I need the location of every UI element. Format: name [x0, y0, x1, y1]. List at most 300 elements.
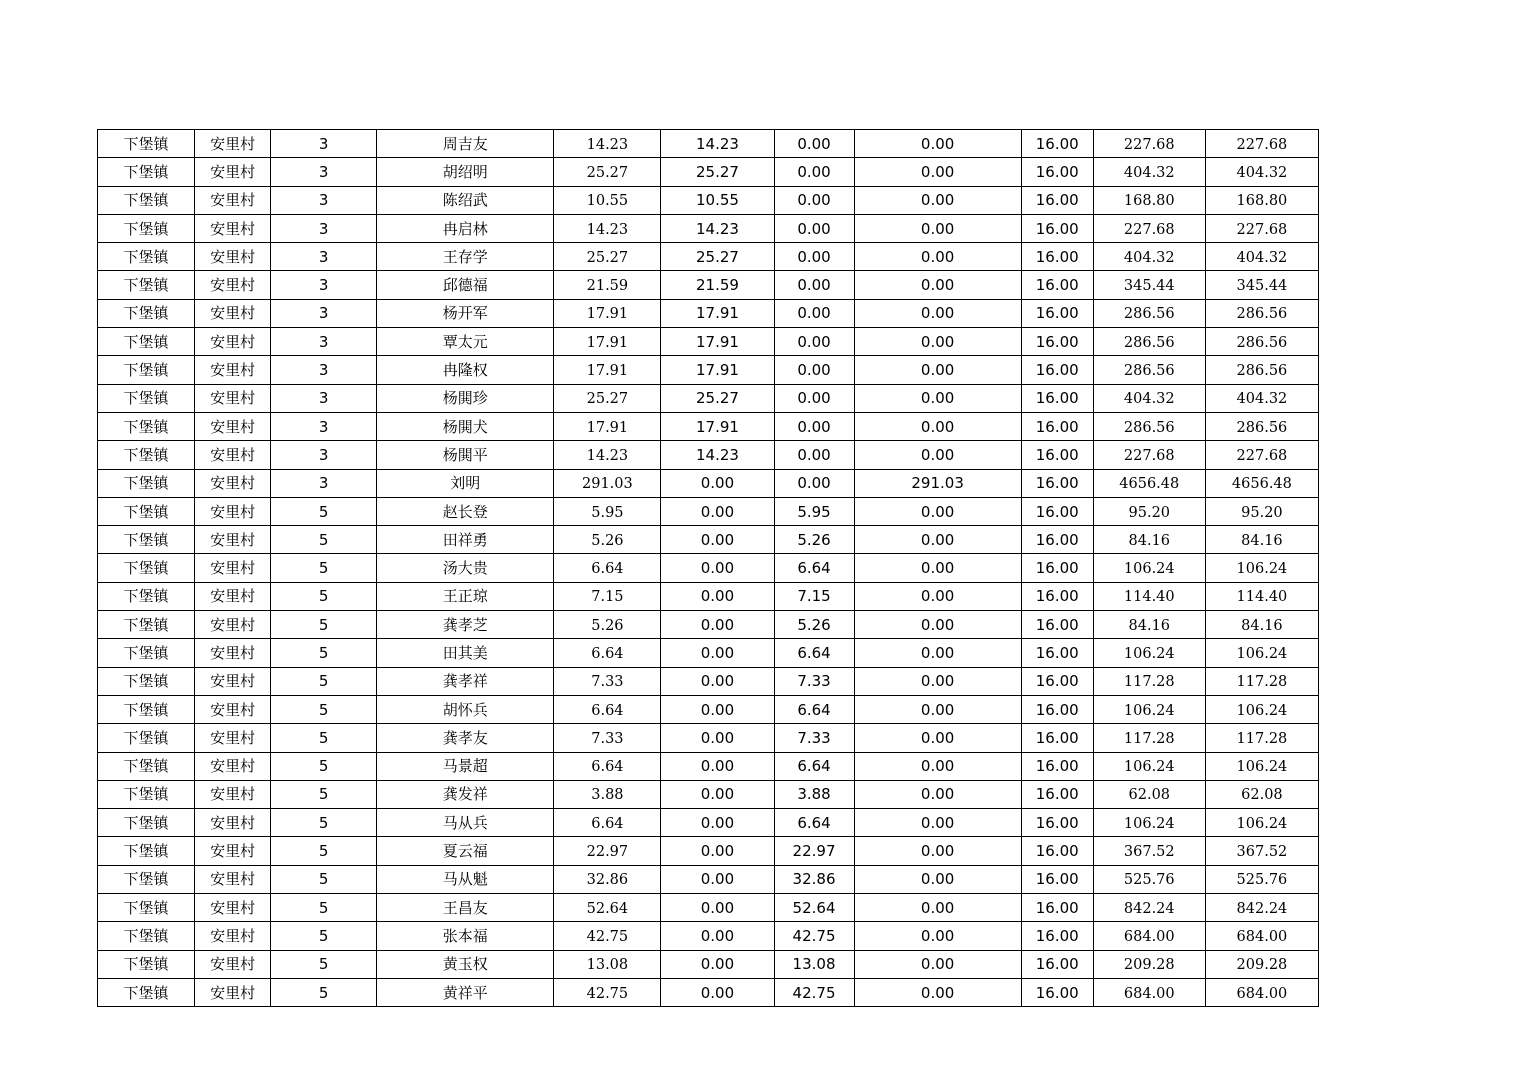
- total-amount-cell: 106.24: [1205, 554, 1318, 582]
- name-cell: 龚孝友: [377, 724, 554, 752]
- rate-cell: 16.00: [1021, 667, 1093, 695]
- area-col2-cell: 0.00: [661, 978, 774, 1006]
- area-col3-cell: 0.00: [774, 186, 854, 214]
- table-row: [98, 356, 1319, 384]
- area-col2-cell: 0.00: [661, 837, 774, 865]
- area-col2-cell: 0.00: [661, 526, 774, 554]
- table-row: [98, 469, 1319, 497]
- rate-cell: 16.00: [1021, 724, 1093, 752]
- table-body: [98, 130, 1319, 1007]
- amount-cell: 684.00: [1093, 922, 1205, 950]
- area-total-cell: 13.08: [554, 950, 661, 978]
- village-cell: 安里村: [195, 837, 271, 865]
- data-table: [97, 129, 1319, 1007]
- area-total-cell: 25.27: [554, 384, 661, 412]
- area-col4-cell: 0.00: [854, 752, 1021, 780]
- total-amount-cell: 106.24: [1205, 695, 1318, 723]
- area-total-cell: 6.64: [554, 554, 661, 582]
- total-amount-cell: 684.00: [1205, 978, 1318, 1006]
- total-amount-cell: 227.68: [1205, 130, 1318, 158]
- town-cell: 下堡镇: [98, 412, 195, 440]
- total-amount-cell: 84.16: [1205, 611, 1318, 639]
- area-col2-cell: 14.23: [661, 130, 774, 158]
- area-total-cell: 5.26: [554, 526, 661, 554]
- area-col4-cell: 0.00: [854, 328, 1021, 356]
- total-amount-cell: 525.76: [1205, 865, 1318, 893]
- area-col3-cell: 3.88: [774, 780, 854, 808]
- town-cell: 下堡镇: [98, 724, 195, 752]
- group-cell: 5: [271, 639, 377, 667]
- area-col2-cell: 0.00: [661, 922, 774, 950]
- area-col3-cell: 7.15: [774, 582, 854, 610]
- name-cell: 杨开军: [377, 299, 554, 327]
- area-col4-cell: 0.00: [854, 780, 1021, 808]
- village-cell: 安里村: [195, 724, 271, 752]
- name-cell: 马景超: [377, 752, 554, 780]
- area-col4-cell: 0.00: [854, 695, 1021, 723]
- area-col2-cell: 0.00: [661, 639, 774, 667]
- table-row: [98, 441, 1319, 469]
- group-cell: 5: [271, 809, 377, 837]
- name-cell: 邱德福: [377, 271, 554, 299]
- total-amount-cell: 286.56: [1205, 412, 1318, 440]
- amount-cell: 4656.48: [1093, 469, 1205, 497]
- town-cell: 下堡镇: [98, 752, 195, 780]
- village-cell: 安里村: [195, 582, 271, 610]
- village-cell: 安里村: [195, 978, 271, 1006]
- area-col2-cell: 0.00: [661, 582, 774, 610]
- area-col2-cell: 25.27: [661, 384, 774, 412]
- name-cell: 胡怀兵: [377, 695, 554, 723]
- amount-cell: 62.08: [1093, 780, 1205, 808]
- village-cell: 安里村: [195, 526, 271, 554]
- area-col2-cell: 0.00: [661, 809, 774, 837]
- total-amount-cell: 286.56: [1205, 356, 1318, 384]
- rate-cell: 16.00: [1021, 186, 1093, 214]
- village-cell: 安里村: [195, 695, 271, 723]
- name-cell: 龚发祥: [377, 780, 554, 808]
- area-col3-cell: 0.00: [774, 130, 854, 158]
- town-cell: 下堡镇: [98, 894, 195, 922]
- area-col4-cell: 0.00: [854, 809, 1021, 837]
- group-cell: 3: [271, 130, 377, 158]
- area-col2-cell: 0.00: [661, 667, 774, 695]
- table-row: [98, 271, 1319, 299]
- area-total-cell: 17.91: [554, 328, 661, 356]
- total-amount-cell: 106.24: [1205, 752, 1318, 780]
- area-col3-cell: 42.75: [774, 922, 854, 950]
- amount-cell: 106.24: [1093, 809, 1205, 837]
- area-col2-cell: 0.00: [661, 752, 774, 780]
- rate-cell: 16.00: [1021, 752, 1093, 780]
- area-col3-cell: 13.08: [774, 950, 854, 978]
- rate-cell: 16.00: [1021, 356, 1093, 384]
- total-amount-cell: 209.28: [1205, 950, 1318, 978]
- area-total-cell: 32.86: [554, 865, 661, 893]
- table-row: [98, 639, 1319, 667]
- table-row: [98, 922, 1319, 950]
- total-amount-cell: 4656.48: [1205, 469, 1318, 497]
- area-col4-cell: 0.00: [854, 497, 1021, 525]
- town-cell: 下堡镇: [98, 186, 195, 214]
- amount-cell: 404.32: [1093, 384, 1205, 412]
- village-cell: 安里村: [195, 412, 271, 440]
- area-col2-cell: 0.00: [661, 950, 774, 978]
- name-cell: 田其美: [377, 639, 554, 667]
- area-col4-cell: 0.00: [854, 412, 1021, 440]
- rate-cell: 16.00: [1021, 978, 1093, 1006]
- amount-cell: 106.24: [1093, 752, 1205, 780]
- table-row: [98, 243, 1319, 271]
- group-cell: 3: [271, 243, 377, 271]
- table-row: [98, 130, 1319, 158]
- village-cell: 安里村: [195, 356, 271, 384]
- amount-cell: 114.40: [1093, 582, 1205, 610]
- table-row: [98, 894, 1319, 922]
- rate-cell: 16.00: [1021, 412, 1093, 440]
- town-cell: 下堡镇: [98, 328, 195, 356]
- area-total-cell: 5.95: [554, 497, 661, 525]
- table-row: [98, 837, 1319, 865]
- village-cell: 安里村: [195, 158, 271, 186]
- area-col3-cell: 6.64: [774, 695, 854, 723]
- area-col3-cell: 0.00: [774, 384, 854, 412]
- area-col2-cell: 0.00: [661, 469, 774, 497]
- total-amount-cell: 227.68: [1205, 441, 1318, 469]
- town-cell: 下堡镇: [98, 582, 195, 610]
- area-col2-cell: 0.00: [661, 497, 774, 525]
- total-amount-cell: 404.32: [1205, 243, 1318, 271]
- rate-cell: 16.00: [1021, 497, 1093, 525]
- town-cell: 下堡镇: [98, 978, 195, 1006]
- town-cell: 下堡镇: [98, 611, 195, 639]
- area-col4-cell: 291.03: [854, 469, 1021, 497]
- area-col4-cell: 0.00: [854, 582, 1021, 610]
- rate-cell: 16.00: [1021, 554, 1093, 582]
- village-cell: 安里村: [195, 328, 271, 356]
- village-cell: 安里村: [195, 271, 271, 299]
- group-cell: 3: [271, 271, 377, 299]
- rate-cell: 16.00: [1021, 780, 1093, 808]
- table-row: [98, 809, 1319, 837]
- rate-cell: 16.00: [1021, 611, 1093, 639]
- area-col4-cell: 0.00: [854, 441, 1021, 469]
- total-amount-cell: 117.28: [1205, 667, 1318, 695]
- area-total-cell: 42.75: [554, 922, 661, 950]
- village-cell: 安里村: [195, 780, 271, 808]
- town-cell: 下堡镇: [98, 695, 195, 723]
- area-col4-cell: 0.00: [854, 186, 1021, 214]
- total-amount-cell: 404.32: [1205, 384, 1318, 412]
- village-cell: 安里村: [195, 639, 271, 667]
- area-col4-cell: 0.00: [854, 299, 1021, 327]
- table-row: [98, 186, 1319, 214]
- name-cell: 刘明: [377, 469, 554, 497]
- name-cell: 马从魁: [377, 865, 554, 893]
- village-cell: 安里村: [195, 186, 271, 214]
- area-col2-cell: 0.00: [661, 865, 774, 893]
- area-col2-cell: 0.00: [661, 724, 774, 752]
- table-row: [98, 497, 1319, 525]
- amount-cell: 286.56: [1093, 412, 1205, 440]
- group-cell: 5: [271, 667, 377, 695]
- area-total-cell: 21.59: [554, 271, 661, 299]
- amount-cell: 227.68: [1093, 441, 1205, 469]
- area-total-cell: 25.27: [554, 243, 661, 271]
- amount-cell: 168.80: [1093, 186, 1205, 214]
- rate-cell: 16.00: [1021, 695, 1093, 723]
- group-cell: 3: [271, 412, 377, 440]
- town-cell: 下堡镇: [98, 356, 195, 384]
- area-total-cell: 6.64: [554, 809, 661, 837]
- area-col2-cell: 0.00: [661, 894, 774, 922]
- amount-cell: 842.24: [1093, 894, 1205, 922]
- town-cell: 下堡镇: [98, 667, 195, 695]
- area-col3-cell: 5.26: [774, 526, 854, 554]
- group-cell: 5: [271, 695, 377, 723]
- town-cell: 下堡镇: [98, 441, 195, 469]
- town-cell: 下堡镇: [98, 950, 195, 978]
- group-cell: 5: [271, 526, 377, 554]
- area-total-cell: 6.64: [554, 695, 661, 723]
- village-cell: 安里村: [195, 611, 271, 639]
- amount-cell: 209.28: [1093, 950, 1205, 978]
- area-total-cell: 7.15: [554, 582, 661, 610]
- name-cell: 王正琼: [377, 582, 554, 610]
- area-total-cell: 14.23: [554, 130, 661, 158]
- area-total-cell: 52.64: [554, 894, 661, 922]
- rate-cell: 16.00: [1021, 950, 1093, 978]
- town-cell: 下堡镇: [98, 639, 195, 667]
- name-cell: 黄玉权: [377, 950, 554, 978]
- name-cell: 周吉友: [377, 130, 554, 158]
- group-cell: 5: [271, 752, 377, 780]
- area-col3-cell: 0.00: [774, 328, 854, 356]
- amount-cell: 404.32: [1093, 243, 1205, 271]
- name-cell: 田祥勇: [377, 526, 554, 554]
- area-col3-cell: 32.86: [774, 865, 854, 893]
- area-col4-cell: 0.00: [854, 243, 1021, 271]
- town-cell: 下堡镇: [98, 780, 195, 808]
- area-col3-cell: 5.95: [774, 497, 854, 525]
- total-amount-cell: 84.16: [1205, 526, 1318, 554]
- area-col3-cell: 5.26: [774, 611, 854, 639]
- area-col3-cell: 0.00: [774, 271, 854, 299]
- name-cell: 杨閧珍: [377, 384, 554, 412]
- area-total-cell: 14.23: [554, 441, 661, 469]
- town-cell: 下堡镇: [98, 809, 195, 837]
- name-cell: 张本福: [377, 922, 554, 950]
- town-cell: 下堡镇: [98, 526, 195, 554]
- town-cell: 下堡镇: [98, 922, 195, 950]
- town-cell: 下堡镇: [98, 469, 195, 497]
- rate-cell: 16.00: [1021, 922, 1093, 950]
- amount-cell: 345.44: [1093, 271, 1205, 299]
- area-total-cell: 14.23: [554, 214, 661, 242]
- village-cell: 安里村: [195, 922, 271, 950]
- village-cell: 安里村: [195, 469, 271, 497]
- area-total-cell: 22.97: [554, 837, 661, 865]
- village-cell: 安里村: [195, 894, 271, 922]
- table-row: [98, 526, 1319, 554]
- village-cell: 安里村: [195, 384, 271, 412]
- table-row: [98, 611, 1319, 639]
- rate-cell: 16.00: [1021, 809, 1093, 837]
- town-cell: 下堡镇: [98, 130, 195, 158]
- total-amount-cell: 345.44: [1205, 271, 1318, 299]
- group-cell: 3: [271, 214, 377, 242]
- area-col4-cell: 0.00: [854, 611, 1021, 639]
- amount-cell: 106.24: [1093, 554, 1205, 582]
- area-col4-cell: 0.00: [854, 865, 1021, 893]
- town-cell: 下堡镇: [98, 384, 195, 412]
- area-col4-cell: 0.00: [854, 837, 1021, 865]
- rate-cell: 16.00: [1021, 158, 1093, 186]
- area-col3-cell: 52.64: [774, 894, 854, 922]
- table-row: [98, 667, 1319, 695]
- group-cell: 5: [271, 837, 377, 865]
- area-col3-cell: 0.00: [774, 356, 854, 384]
- total-amount-cell: 62.08: [1205, 780, 1318, 808]
- area-col4-cell: 0.00: [854, 950, 1021, 978]
- area-col4-cell: 0.00: [854, 271, 1021, 299]
- total-amount-cell: 106.24: [1205, 809, 1318, 837]
- area-col3-cell: 0.00: [774, 299, 854, 327]
- name-cell: 龚孝芝: [377, 611, 554, 639]
- area-col3-cell: 0.00: [774, 214, 854, 242]
- area-col2-cell: 25.27: [661, 243, 774, 271]
- village-cell: 安里村: [195, 752, 271, 780]
- group-cell: 5: [271, 582, 377, 610]
- table-row: [98, 328, 1319, 356]
- rate-cell: 16.00: [1021, 384, 1093, 412]
- total-amount-cell: 286.56: [1205, 299, 1318, 327]
- name-cell: 汤大贵: [377, 554, 554, 582]
- rate-cell: 16.00: [1021, 299, 1093, 327]
- area-total-cell: 42.75: [554, 978, 661, 1006]
- area-col3-cell: 6.64: [774, 554, 854, 582]
- group-cell: 5: [271, 780, 377, 808]
- town-cell: 下堡镇: [98, 497, 195, 525]
- area-total-cell: 6.64: [554, 752, 661, 780]
- amount-cell: 227.68: [1093, 130, 1205, 158]
- total-amount-cell: 367.52: [1205, 837, 1318, 865]
- amount-cell: 117.28: [1093, 724, 1205, 752]
- town-cell: 下堡镇: [98, 837, 195, 865]
- amount-cell: 404.32: [1093, 158, 1205, 186]
- group-cell: 5: [271, 950, 377, 978]
- group-cell: 5: [271, 724, 377, 752]
- total-amount-cell: 95.20: [1205, 497, 1318, 525]
- rate-cell: 16.00: [1021, 469, 1093, 497]
- rate-cell: 16.00: [1021, 214, 1093, 242]
- area-col4-cell: 0.00: [854, 554, 1021, 582]
- rate-cell: 16.00: [1021, 639, 1093, 667]
- village-cell: 安里村: [195, 809, 271, 837]
- area-col2-cell: 17.91: [661, 328, 774, 356]
- area-col4-cell: 0.00: [854, 214, 1021, 242]
- rate-cell: 16.00: [1021, 865, 1093, 893]
- name-cell: 王存学: [377, 243, 554, 271]
- name-cell: 夏云福: [377, 837, 554, 865]
- village-cell: 安里村: [195, 299, 271, 327]
- area-total-cell: 6.64: [554, 639, 661, 667]
- group-cell: 3: [271, 186, 377, 214]
- group-cell: 5: [271, 894, 377, 922]
- area-col3-cell: 0.00: [774, 441, 854, 469]
- group-cell: 3: [271, 384, 377, 412]
- name-cell: 胡绍明: [377, 158, 554, 186]
- area-col4-cell: 0.00: [854, 526, 1021, 554]
- name-cell: 杨閧平: [377, 441, 554, 469]
- village-cell: 安里村: [195, 497, 271, 525]
- rate-cell: 16.00: [1021, 271, 1093, 299]
- village-cell: 安里村: [195, 667, 271, 695]
- area-col2-cell: 0.00: [661, 780, 774, 808]
- area-col4-cell: 0.00: [854, 384, 1021, 412]
- table-row: [98, 780, 1319, 808]
- table-row: [98, 299, 1319, 327]
- amount-cell: 117.28: [1093, 667, 1205, 695]
- area-col4-cell: 0.00: [854, 158, 1021, 186]
- amount-cell: 367.52: [1093, 837, 1205, 865]
- name-cell: 覃太元: [377, 328, 554, 356]
- area-col3-cell: 6.64: [774, 809, 854, 837]
- town-cell: 下堡镇: [98, 271, 195, 299]
- table-row: [98, 695, 1319, 723]
- rate-cell: 16.00: [1021, 582, 1093, 610]
- rate-cell: 16.00: [1021, 243, 1093, 271]
- area-col4-cell: 0.00: [854, 978, 1021, 1006]
- area-col4-cell: 0.00: [854, 639, 1021, 667]
- table-row: [98, 752, 1319, 780]
- town-cell: 下堡镇: [98, 243, 195, 271]
- area-total-cell: 10.55: [554, 186, 661, 214]
- amount-cell: 84.16: [1093, 611, 1205, 639]
- amount-cell: 684.00: [1093, 978, 1205, 1006]
- area-total-cell: 7.33: [554, 724, 661, 752]
- rate-cell: 16.00: [1021, 837, 1093, 865]
- village-cell: 安里村: [195, 243, 271, 271]
- amount-cell: 286.56: [1093, 356, 1205, 384]
- table-row: [98, 582, 1319, 610]
- area-total-cell: 5.26: [554, 611, 661, 639]
- area-col3-cell: 0.00: [774, 158, 854, 186]
- total-amount-cell: 227.68: [1205, 214, 1318, 242]
- area-col3-cell: 6.64: [774, 639, 854, 667]
- table-row: [98, 554, 1319, 582]
- area-total-cell: 17.91: [554, 412, 661, 440]
- area-col2-cell: 17.91: [661, 299, 774, 327]
- area-total-cell: 291.03: [554, 469, 661, 497]
- area-total-cell: 17.91: [554, 356, 661, 384]
- area-col3-cell: 0.00: [774, 243, 854, 271]
- area-col3-cell: 0.00: [774, 469, 854, 497]
- group-cell: 3: [271, 441, 377, 469]
- village-cell: 安里村: [195, 130, 271, 158]
- town-cell: 下堡镇: [98, 158, 195, 186]
- area-total-cell: 25.27: [554, 158, 661, 186]
- area-col2-cell: 21.59: [661, 271, 774, 299]
- amount-cell: 286.56: [1093, 328, 1205, 356]
- total-amount-cell: 404.32: [1205, 158, 1318, 186]
- table-row: [98, 214, 1319, 242]
- total-amount-cell: 286.56: [1205, 328, 1318, 356]
- area-col4-cell: 0.00: [854, 356, 1021, 384]
- village-cell: 安里村: [195, 441, 271, 469]
- group-cell: 5: [271, 865, 377, 893]
- town-cell: 下堡镇: [98, 214, 195, 242]
